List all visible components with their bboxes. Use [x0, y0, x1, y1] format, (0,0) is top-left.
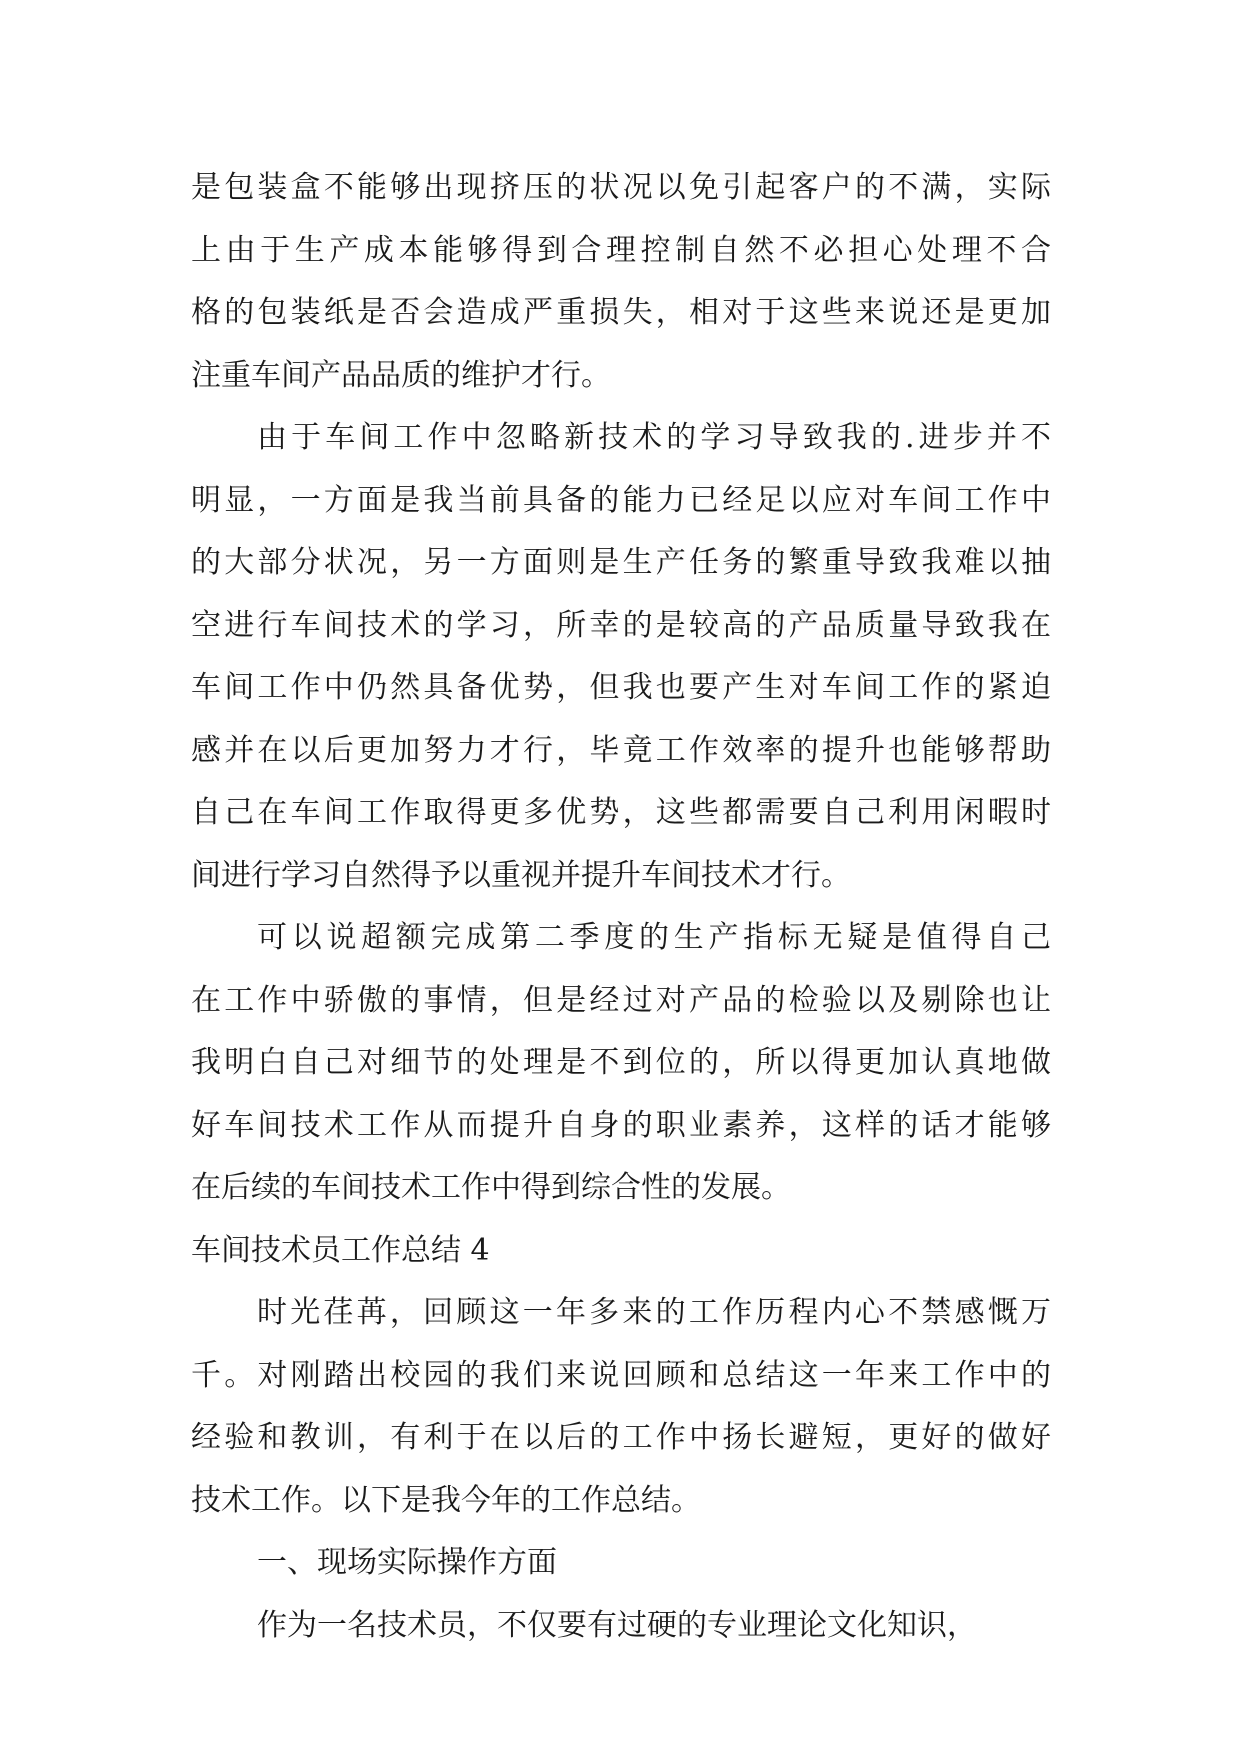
text-line: 空进行车间技术的学习，所幸的是较高的产品质量导致我在	[191, 607, 1051, 643]
paragraph	[191, 407, 1051, 907]
document-body	[191, 157, 1051, 1657]
paragraph	[191, 1532, 1051, 1595]
text-line: 感并在以后更加努力才行，毕竟工作效率的提升也能够帮助	[191, 732, 1051, 768]
paragraph	[191, 157, 1051, 407]
paragraph	[191, 1282, 1051, 1532]
text-line: 的大部分状况，另一方面则是生产任务的繁重导致我难以抽	[191, 545, 1051, 580]
text-line: 在工作中骄傲的事情，但是经过对产品的检验以及剔除也让	[191, 982, 1051, 1018]
text-line: 时光荏苒，回顾这一年多来的工作历程内心不禁感慨万	[257, 1295, 1051, 1330]
text-line: 车间技术员工作总结 4	[191, 1232, 490, 1268]
text-line: 由于车间工作中忽略新技术的学习导致我的.进步并不	[257, 420, 1051, 455]
text-line: 自己在车间工作取得更多优势，这些都需要自己利用闲暇时	[191, 795, 1051, 830]
text-line: 一、现场实际操作方面	[257, 1545, 557, 1580]
text-line: 好车间技术工作从而提升自身的职业素养，这样的话才能够	[191, 1107, 1051, 1143]
text-line: 间进行学习自然得予以重视并提升车间技术才行。	[191, 857, 851, 893]
section-heading	[191, 1220, 1051, 1283]
text-line: 可以说超额完成第二季度的生产指标无疑是值得自己	[257, 920, 1051, 955]
text-line: 千。对刚踏出校园的我们来说回顾和总结这一年来工作中的	[191, 1357, 1051, 1393]
text-line: 上由于生产成本能够得到合理控制自然不必担心处理不合	[191, 232, 1051, 268]
text-line: 技术工作。以下是我今年的工作总结。	[191, 1482, 701, 1518]
text-line: 经验和教训，有利于在以后的工作中扬长避短，更好的做好	[191, 1420, 1051, 1455]
text-line: 我明白自己对细节的处理是不到位的，所以得更加认真地做	[191, 1045, 1051, 1080]
paragraph	[191, 907, 1051, 1220]
text-line: 明显，一方面是我当前具备的能力已经足以应对车间工作中	[191, 482, 1051, 518]
text-line: 车间工作中仍然具备优势，但我也要产生对车间工作的紧迫	[191, 670, 1051, 705]
text-line: 在后续的车间技术工作中得到综合性的发展。	[191, 1170, 791, 1205]
text-line: 注重车间产品品质的维护才行。	[191, 357, 611, 393]
text-line: 作为一名技术员，不仅要有过硬的专业理论文化知识，	[257, 1607, 977, 1643]
text-line: 是包装盒不能够出现挤压的状况以免引起客户的不满，实际	[191, 170, 1051, 205]
text-line: 格的包装纸是否会造成严重损失，相对于这些来说还是更加	[191, 295, 1051, 330]
paragraph	[191, 1595, 1051, 1658]
